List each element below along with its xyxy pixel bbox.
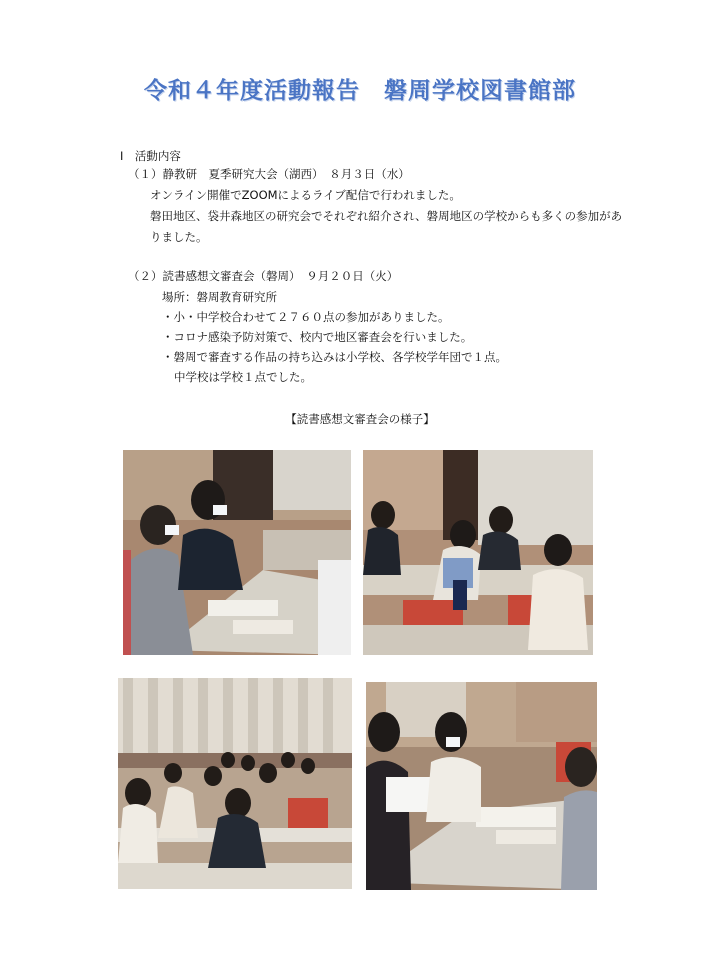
item1-header: （１）静教研 夏季研究大会（湖西） ８月３日（水） (128, 167, 410, 181)
photo-meeting-4 (366, 682, 597, 890)
photo-caption: 【読書感想文審査会の様子】 (285, 412, 435, 426)
item1-line1: オンライン開催でZOOMによるライブ配信で行われました。 (150, 188, 461, 202)
photo-meeting-3 (118, 678, 352, 889)
photo-meeting-1 (123, 450, 351, 655)
item2-header: （２）読書感想文審査会（磐周） ９月２０日（火） (128, 269, 399, 283)
page-title: 令和４年度活動報告 磐周学校図書館部 (144, 78, 576, 104)
item1-line2: 磐田地区、袋井森地区の研究会でそれぞれ紹介され、磐周地区の学校からも多くの参加があ (150, 209, 623, 223)
item2-bullet1: ・小・中学校合わせて２７６０点の参加がありました。 (162, 310, 450, 324)
section-heading: Ⅰ 活動内容 (120, 149, 181, 163)
item2-place: 場所：磐周教育研究所 (162, 290, 277, 304)
item2-bullet2: ・コロナ感染予防対策で、校内で地区審査会を行いました。 (162, 330, 473, 344)
item2-bullet3-cont: 中学校は学校１点でした。 (174, 370, 312, 384)
item1-line3: りました。 (150, 230, 208, 244)
item2-bullet3: ・磐周で審査する作品の持ち込みは小学校、各学校学年団で１点。 (162, 350, 507, 364)
photo-meeting-2 (363, 450, 593, 655)
